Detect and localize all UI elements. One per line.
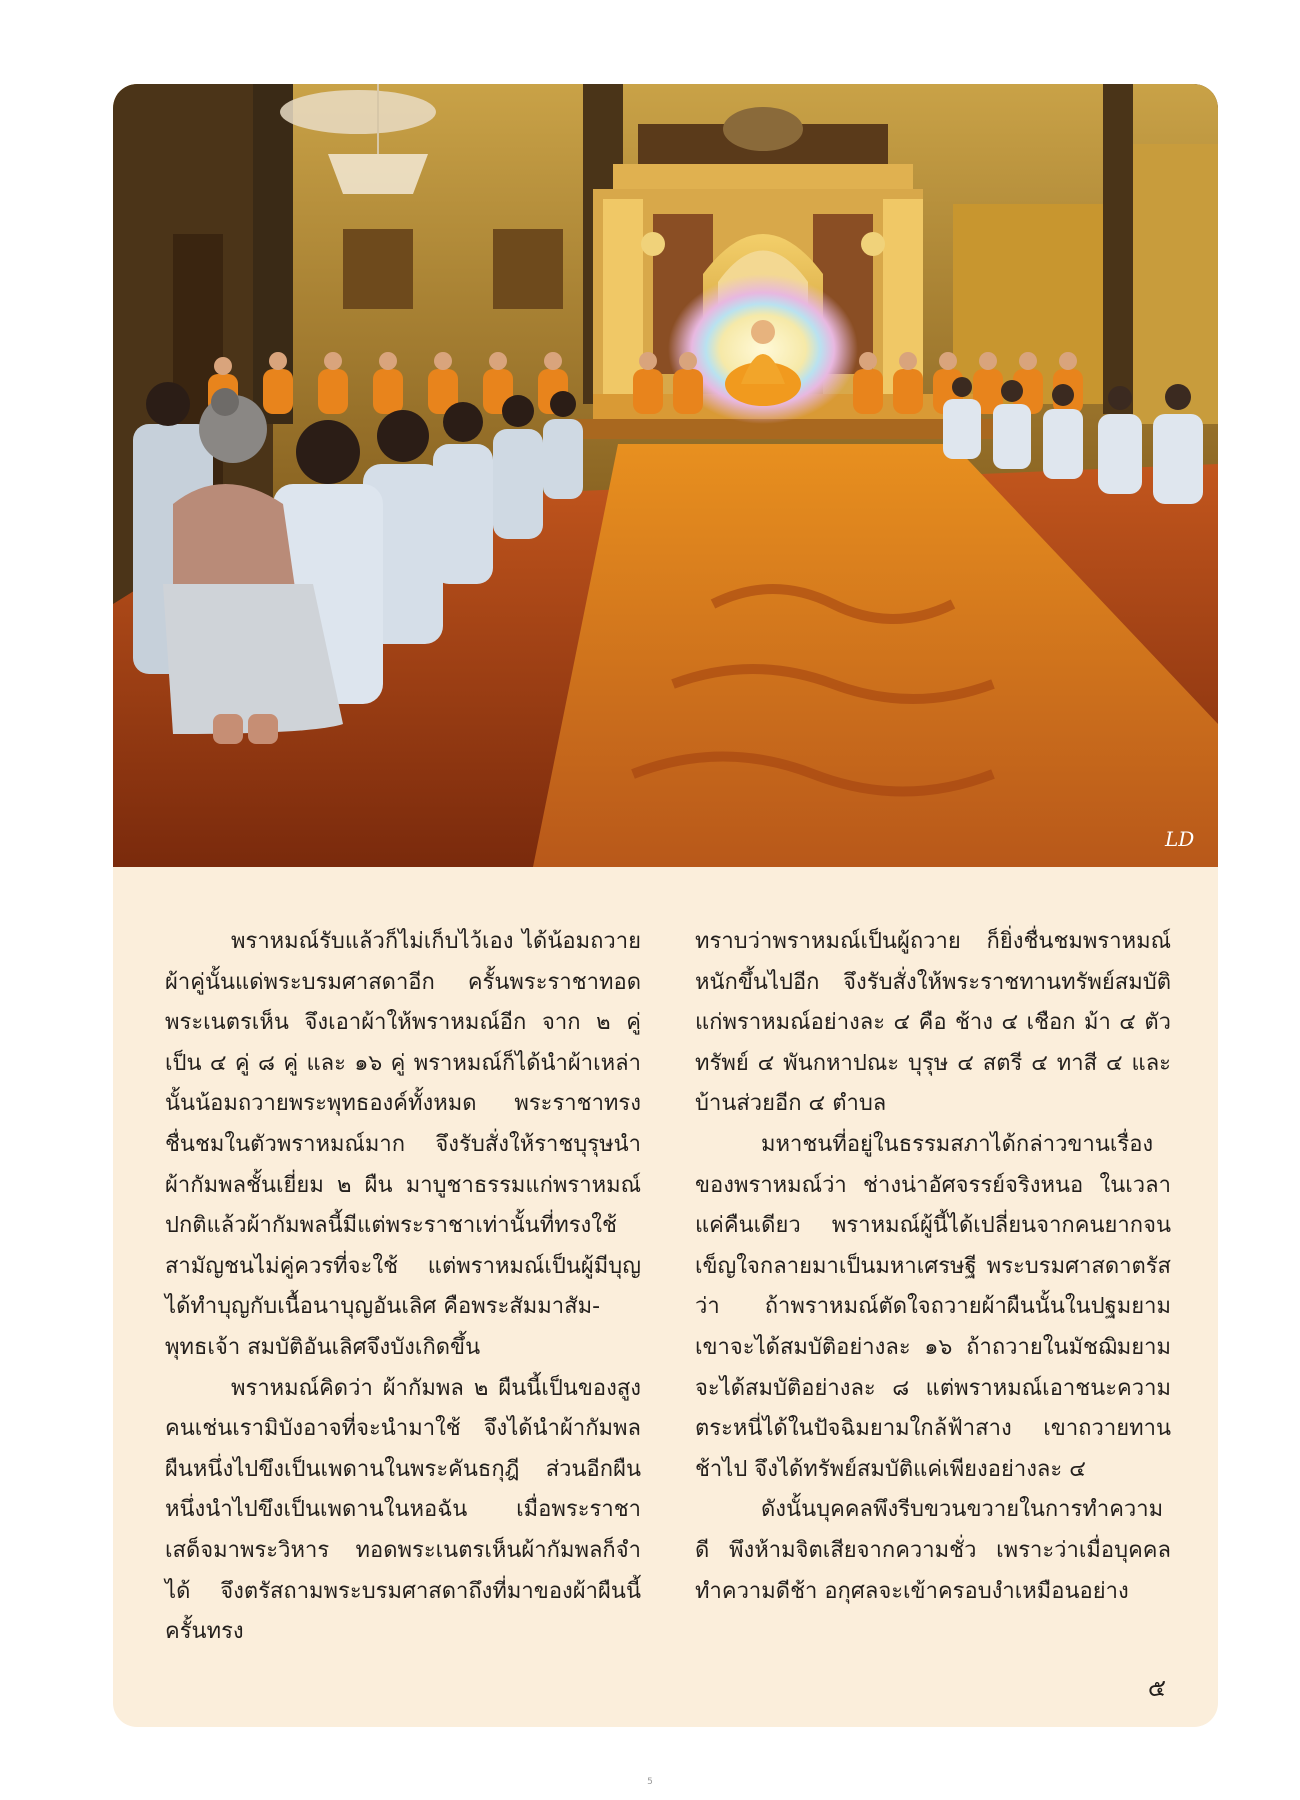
page-number: ๕ <box>1147 1674 1166 1702</box>
article-left-column <box>165 922 641 1653</box>
artist-signature: LD <box>1165 827 1195 851</box>
paragraph: พราหมณ์คิดว่า ผ้ากัมพล ๒ ผืนนี้เป็นของสูง คนเช่นเรามิบังอาจที่จะนำมาใช้ จึงได้นำผ้ากัมพลผืนหนึ่งไปขึงเป็นเพดานในพระคันธกุฎี ส่วนอีกผืนหนึ่งนำไปขึงเป็นเพดานในหอฉัน เมื่อพระราชาเสด็จมาพระวิหาร ทอดพระเนตรเห็นผ้ากัมพลก็จำได้ จึงตรัสถามพระบรมศาสดาถึงที่มาของผ้าผืนนี้ ครั้นทรง <box>165 1375 641 1645</box>
temple-hall-illustration <box>113 84 1218 867</box>
page-card <box>113 84 1218 1727</box>
footer-page-mark: 5 <box>647 1777 653 1787</box>
paragraph: ดังนั้นบุคคลพึงรีบขวนขวายในการทำความดี พึงห้ามจิตเสียจากความชั่ว เพราะว่าเมื่อบุคคลทำความดีช้า อกุศลจะเข้าครอบงำเหมือนอย่าง <box>695 1497 1171 1604</box>
paragraph: ทราบว่าพราหมณ์เป็นผู้ถวาย ก็ยิ่งชื่นชมพราหมณ์หนักขึ้นไปอีก จึงรับสั่งให้พระราชทานทรัพย์สมบัติแก่พราหมณ์อย่างละ ๔ คือ ช้าง ๔ เชือก ม้า ๔ ตัว ทรัพย์ ๔ พันกหาปณะ บุรุษ ๔ สตรี ๔ ทาสี ๔ และบ้านส่วยอีก ๔ ตำบล <box>695 929 1171 1117</box>
paragraph: พราหมณ์รับแล้วก็ไม่เก็บไว้เอง ได้น้อมถวายผ้าคู่นั้นแด่พระบรมศาสดาอีก ครั้นพระราชาทอดพระเนตรเห็น จึงเอาผ้าให้พราหมณ์อีก จาก ๒ คู่ เป็น ๔ คู่ ๘ คู่ และ ๑๖ คู่ พราหมณ์ก็ได้นำผ้าเหล่านั้นน้อมถวายพระพุทธองค์ทั้งหมด พระราชาทรงชื่นชมในตัวพราหมณ์มาก จึงรับสั่งให้ราชบุรุษนำผ้ากัมพลชั้นเยี่ยม ๒ ผืน มาบูชาธรรมแก่พราหมณ์ ปกติแล้วผ้ากัมพลนี้มีแต่พระราชาเท่านั้นที่ทรงใช้ สามัญชนไม่คู่ควรที่จะใช้ แต่พราหมณ์เป็นผู้มีบุญ ได้ทำบุญกับเนื้อนาบุญอันเลิศ คือพระสัมมาสัม- พุทธเจ้า สมบัติอันเลิศจึงบังเกิดขึ้น <box>165 929 641 1360</box>
paragraph: มหาชนที่อยู่ในธรรมสภาได้กล่าวขานเรื่องของพราหมณ์ว่า ช่างน่าอัศจรรย์จริงหนอ ในเวลาแค่คืนเดียว พราหมณ์ผู้นี้ได้เปลี่ยนจากคนยากจนเข็ญใจกลายมาเป็นมหาเศรษฐี พระบรมศาสดาตรัสว่า ถ้าพราหมณ์ตัดใจถวายผ้าผืนนั้นในปฐมยาม เขาจะได้สมบัติอย่างละ ๑๖ ถ้าถวายในมัชฌิมยามจะได้สมบัติอย่างละ ๘ แต่พราหมณ์เอาชนะความตระหนี่ได้ในปัจฉิมยามใกล้ฟ้าสาง เขาถวายทานช้าไป จึงได้ทรัพย์สมบัติแค่เพียงอย่างละ ๔ <box>695 1131 1171 1482</box>
article-right-column <box>695 922 1171 1612</box>
